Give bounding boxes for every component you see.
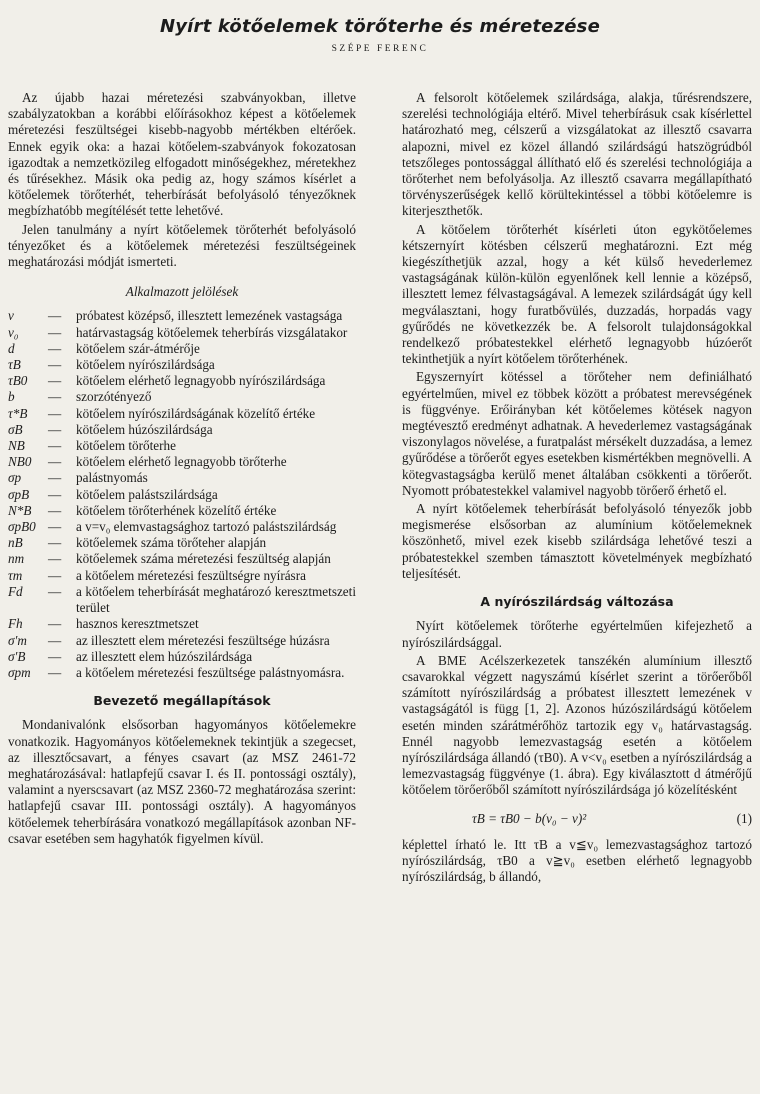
notation-definition: kötőelem elérhető legnagyobb nyírószilárdsága [76, 373, 326, 389]
notation-definition: szorzótényező [76, 389, 152, 405]
notation-dash: — [48, 486, 62, 502]
notation-row [8, 519, 356, 535]
notation-definition: a v=v₀ elemvastagsághoz tartozó palástszilárdság [76, 519, 337, 535]
notation-dash: — [48, 535, 62, 551]
equation-1 [402, 811, 752, 827]
notation-definition: próbatest középső, illesztett lemezének vastagsága [76, 308, 343, 324]
right-paragraph-2: A kötőelem törőterhét kísérleti úton egykötőelemes kétszernyírt kötésben célszerű meghatározni. Ezt még kiegészíthetjük azzal, hogy a két külső hevederlemez vastagságának külön-külön egyenlőnek kell lennie a középső, illesztett lemez félvastagságával. A lemezek szilárdságát úgy kell megválasztani, hogy furatbővülés, duzzadás, horpadás vagy gyűrődés ne következzék be. A felsorolt tulajdonságokkal rendelkező próbatestekkel elérhető legnagyobb húzóerőt tekinthetjük a nyírt kötőelem törőterhének. [402, 221, 752, 367]
notation-symbol: Fd [8, 583, 23, 599]
right-paragraph-1: A felsorolt kötőelemek szilárdsága, alakja, tűrésrendszere, szerelési technológiája eltérő. Mivel teherbírásuk csak kísérlettel határozható meg, célszerű a vizsgálatokat az illesztő csavarra alapozni, mivel ez közel állandó szilárdságú hatszögrúdból tetszőleges pontossággal állítható elő és szerelési technológiája a törőterhet nem befolyásolja. Az illesztő csavarra megállapítható törvényszerűségek kellő körültekintéssel a többi kötőelemre is kiterjeszthetők. [402, 90, 752, 219]
notation-row [8, 357, 356, 373]
notation-dash: — [48, 632, 62, 648]
notation-row [8, 406, 356, 422]
shear-paragraph-tail: képlettel írható le. Itt τB a v≦v₀ lemezvastagsághoz tartozó nyírószilárdság, τB0 a v≧v₀ esetben elérhető legnagyobb nyírószilárdság, b állandó, [402, 836, 752, 885]
notation-row [8, 470, 356, 486]
notation-symbol: nB [8, 535, 23, 551]
notation-symbol: NB [8, 438, 25, 454]
notation-symbol: σB [8, 421, 23, 437]
notation-definition: kötőelem nyírószilárdsága [76, 357, 215, 373]
notation-symbol: N*B [8, 502, 32, 518]
notation-definition: kötőelem törőterhének közelítő értéke [76, 502, 277, 518]
notation-definition: hasznos keresztmetszet [76, 616, 199, 632]
notation-symbol: τB [8, 357, 21, 373]
notation-dash: — [48, 438, 62, 454]
shear-paragraph-1: Nyírt kötőelemek törőterhe egyértelműen kifejezhető a nyírószilárdsággal. [402, 618, 752, 650]
notation-dash: — [48, 648, 62, 664]
notation-list [8, 308, 356, 681]
notation-symbol: σpm [8, 664, 31, 680]
section-heading-intro: Bevezető megállapítások [93, 693, 271, 709]
section-paragraph: Mondanivalónk elsősorban hagyományos kötőelemekre vonatkozik. Hagyományos kötőelemeknek tekintjük a szegecset, az illesztőcsavart, a fényes csavart (az MSZ 2461-72 meghatározásával: hatlapfejű csavar I. és II. pontossági osztály), valamint a nyerscsavart (az MSZ 2360-72 meghatározása szerint: hatlapfejű csavar III. pontossági osztály). A hagyományos kötőelemek teherbírására vonatkozó megállapítások azonban NF-csavar esetében sem hagyhatók figyelmen kívül. [8, 717, 356, 846]
notation-definition: kötőelem húzószilárdsága [76, 421, 213, 437]
notation-symbol: σpB0 [8, 519, 36, 535]
right-column [402, 90, 752, 885]
notation-dash: — [48, 551, 62, 567]
author-name: SZÉPE FERENC [331, 44, 429, 54]
notation-row [8, 503, 356, 519]
notation-symbol: τB0 [8, 373, 28, 389]
notation-row [8, 422, 356, 438]
equation-number: (1) [736, 810, 752, 826]
notation-row [8, 584, 356, 616]
notation-definition: kötőelemek száma méretezési feszültség alapján [76, 551, 331, 567]
notation-dash: — [48, 421, 62, 437]
notation-dash: — [48, 357, 62, 373]
notation-row [8, 649, 356, 665]
notation-symbol: σ′m [8, 632, 27, 648]
notation-row [8, 389, 356, 405]
notation-row [8, 325, 356, 341]
notation-definition: a kötőelem teherbírását meghatározó keresztmetszeti terület [76, 583, 356, 616]
notation-dash: — [48, 405, 62, 421]
right-paragraph-3: Egyszernyírt kötéssel a törőteher nem definiálható egyértelműen, mivel ez többek között a próbatest merevségének is függvénye. Erőirányban két kötőelemes kötések nagyon megtévesztő eredményt adhatnak. A hevederlemez vastagságának viszonylagos növelése, a furatpalást mérsékelt duzzadása, a lemez gyűrődése a törőerőt egyes esetekben kismértékben megnövelli. A kötegvastagságba kerülő menet általában csökkenti a törőerőt. Nyomott próbatestekkel valamivel nagyobb törőerő érhető el. [402, 369, 752, 498]
notation-heading: Alkalmazott jelölések [125, 284, 239, 300]
equation-expression: τB = τB0 − b(v₀ − v)² [472, 810, 587, 826]
shear-paragraph-2: A BME Acélszerkezetek tanszékén alumínium illesztő csavarokkal végzett nagyszámú kísérlet szerint a törőerőből számított nyírószilárdság a próbatest illesztett lemezének v vastagságától is függ [1, 2]. Azonos húzószilárdságú kötőelem esetén minden szárátmérőhöz tartozik egy v₀ határvastagság. Ennél nagyobb lemezvastagság esetén a kötőelem nyírószilárdsága állandó (τB0). A v<v₀ esetben a nyírószilárdság a lemezvastagság függvénye (1. ábra). Egy kiválasztott d átmérőjű kötőelem törőerőből számított nyírószilárdsága jó közelítésként [402, 652, 752, 798]
notation-dash: — [48, 616, 62, 632]
notation-definition: kötőelem elérhető legnagyobb törőterhe [76, 454, 287, 470]
notation-definition: kötőelem törőterhe [76, 438, 176, 454]
notation-symbol: v₀ [8, 324, 19, 340]
notation-definition: palástnyomás [76, 470, 148, 486]
notation-dash: — [48, 502, 62, 518]
notation-row [8, 568, 356, 584]
notation-symbol: Fh [8, 616, 23, 632]
notation-definition: kötőelem szár-átmérője [76, 340, 200, 356]
notation-row [8, 487, 356, 503]
right-paragraph-4: A nyírt kötőelemek teherbírását befolyásoló tényezők jobb megismerése elsősorban az alumínium kötőelemeknek köszönhető, mivel ezek kisebb szilárdsága lehetővé teszi a próbatestekkel szemben támasztott követelmények megbízható teljesítését. [402, 501, 752, 581]
notation-row [8, 633, 356, 649]
notation-symbol: b [8, 389, 15, 405]
notation-row [8, 438, 356, 454]
notation-symbol: τm [8, 567, 23, 583]
notation-dash: — [48, 454, 62, 470]
notation-definition: kötőelem palástszilárdsága [76, 486, 218, 502]
notation-row [8, 551, 356, 567]
notation-dash: — [48, 519, 62, 535]
notation-row [8, 454, 356, 470]
notation-symbol: d [8, 340, 15, 356]
notation-symbol: v [8, 308, 14, 324]
notation-row [8, 341, 356, 357]
notation-definition: az illesztett elem húzószilárdsága [76, 648, 253, 664]
intro-paragraph-2: Jelen tanulmány a nyírt kötőelemek törőterhét befolyásoló tényezőket és a kötőelemek méretezési feszültségeinek meghatározási módját ismerteti. [8, 221, 356, 270]
notation-symbol: σ′B [8, 648, 26, 664]
notation-dash: — [48, 664, 62, 680]
notation-row [8, 373, 356, 389]
notation-dash: — [48, 583, 62, 599]
left-column [8, 90, 356, 847]
notation-definition: határvastagság kötőelemek teherbírás vizsgálatakor [76, 324, 348, 340]
notation-definition: kötőelem nyírószilárdságának közelítő értéke [76, 405, 316, 421]
notation-row [8, 616, 356, 632]
notation-symbol: nm [8, 551, 25, 567]
notation-dash: — [48, 308, 62, 324]
notation-row [8, 308, 356, 324]
notation-dash: — [48, 324, 62, 340]
notation-dash: — [48, 389, 62, 405]
notation-symbol: σpB [8, 486, 30, 502]
notation-row [8, 535, 356, 551]
notation-dash: — [48, 470, 62, 486]
section-heading-shear: A nyírószilárdság változása [480, 594, 674, 610]
notation-symbol: NB0 [8, 454, 32, 470]
notation-symbol: σp [8, 470, 22, 486]
notation-dash: — [48, 340, 62, 356]
notation-definition: a kötőelem méretezési feszültsége palástnyomásra. [76, 664, 345, 680]
notation-symbol: τ*B [8, 405, 28, 421]
article-title: Nyírt kötőelemek törőterhe és méretezése [159, 16, 601, 37]
notation-definition: kötőelemek száma törőteher alapján [76, 535, 267, 551]
notation-row [8, 665, 356, 681]
notation-definition: az illesztett elem méretezési feszültsége húzásra [76, 632, 330, 648]
notation-dash: — [48, 567, 62, 583]
notation-definition: a kötőelem méretezési feszültségre nyírásra [76, 567, 306, 583]
notation-dash: — [48, 373, 62, 389]
intro-paragraph-1: Az újabb hazai méretezési szabványokban, illetve szabályzatokban a korábbi előírásokhoz képest a kötőelemek méretezési feszültségei kisebb-nagyobb mértékben eltérőek. Ennek egyik oka: a hazai kötőelem-szabványok fokozatosan igazodtak a nemzetközileg elfogadott minőségekhez, méretekhez és tűrésekhez. Másik oka pedig az, hogy számos kísérlet a kötőelemek törőterhét, teherbírását befolyásoló tényezőknek megbízhatóbb megítélését tette lehetővé. [8, 90, 356, 219]
